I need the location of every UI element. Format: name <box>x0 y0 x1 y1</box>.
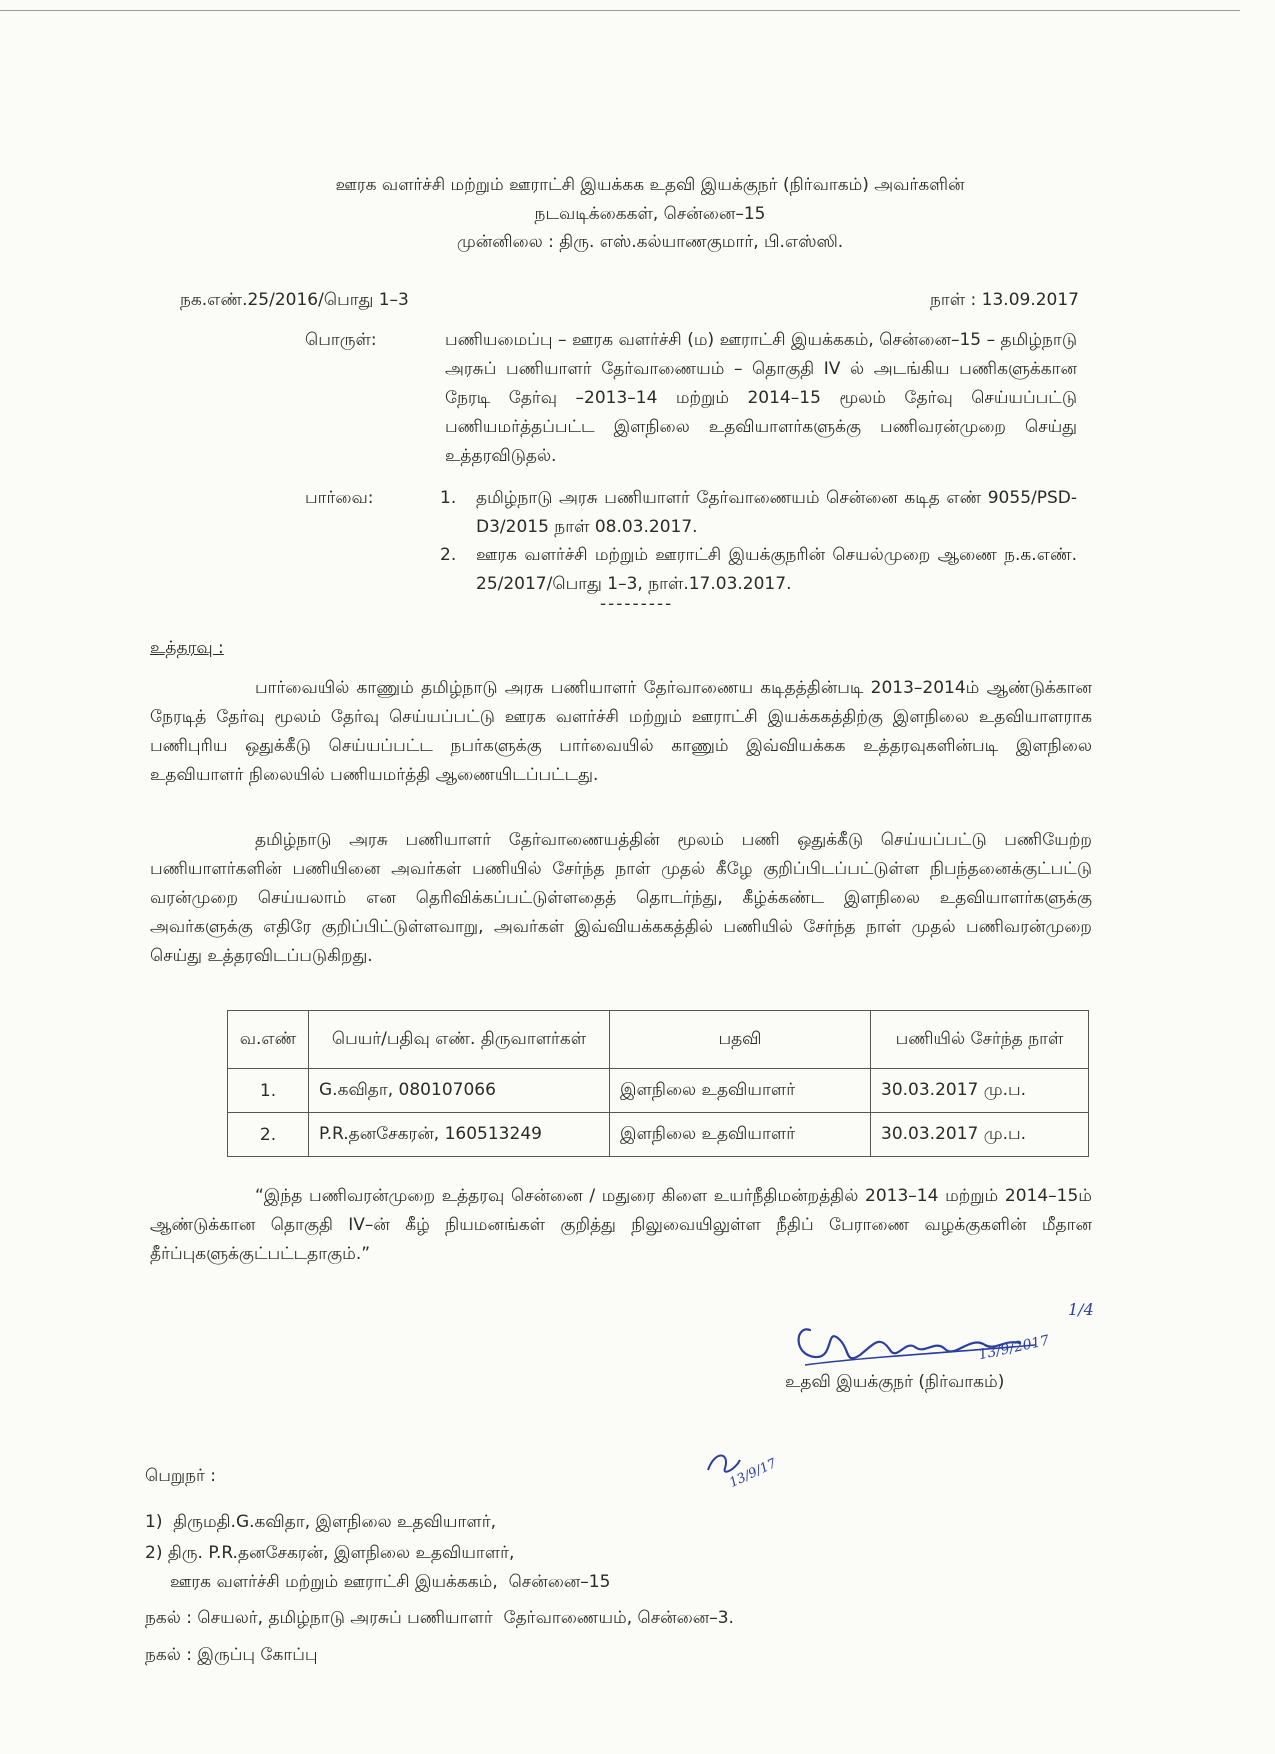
copy-to-file: நகல் : இருப்பு கோப்பு <box>145 1645 318 1665</box>
row-joining-date: 30.03.2017 மு.ப. <box>871 1113 1089 1157</box>
header-post: பதவி <box>610 1011 871 1069</box>
table-row <box>228 1113 1089 1157</box>
order-heading: உத்தரவு : <box>150 638 224 658</box>
table-header-row <box>228 1011 1089 1069</box>
reference-number: நக.எண்.25/2016/பொது 1–3 <box>180 290 409 310</box>
recipient-address: ஊரக வளர்ச்சி மற்றும் ஊராட்சி இயக்ககம், சென்னை–15 <box>170 1572 611 1592</box>
subject-text: பணியமைப்பு – ஊரக வளர்ச்சி (ம) ஊராட்சி இயக்ககம், சென்னை–15 – தமிழ்நாடு அரசுப் பணியாளர் தேர்வாணையம் – தொகுதி IV ல் அடங்கிய பணிகளுக்கான நேரடி தேர்வு –2013–14 மற்றும் 2014–15 மூலம் தேர்வு செய்யப்பட்டு பணியமர்த்தப்பட்ட இளநிலை உதவியாளர்களுக்கு பணிவரன்முறை செய்து உத்தரவிடுதல். <box>445 330 1077 466</box>
scan-edge-line <box>0 10 1240 11</box>
reference-item-1-text: தமிழ்நாடு அரசு பணியாளர் தேர்வாணையம் சென்னை கடித எண் 9055/PSD-D3/2015 நாள் 08.03.2017. <box>476 488 1077 537</box>
reference-item-1-number: 1. <box>440 488 457 508</box>
subject-label: பொருள்: <box>305 330 377 350</box>
header-joining-date: பணியில் சேர்ந்த நாள் <box>871 1011 1089 1069</box>
reference-item-2-number: 2. <box>440 545 457 565</box>
recipient-item-2: 2) திரு. P.R.தனசேகரன், இளநிலை உதவியாளர், <box>145 1543 515 1563</box>
initials-date: 13/9/17 <box>727 1456 779 1491</box>
row-name: G.கவிதா, 080107066 <box>309 1069 610 1113</box>
row-joining-date: 30.03.2017 மு.ப. <box>871 1069 1089 1113</box>
signature-mark: 1/4 <box>1068 1300 1094 1319</box>
row-post: இளநிலை உதவியாளர் <box>610 1069 871 1113</box>
copy-to-secretary: நகல் : செயலர், தமிழ்நாடு அரசுப் பணியாளர் தேர்வாணையம், சென்னை–3. <box>145 1608 734 1628</box>
reference-item-2-text: ஊரக வளர்ச்சி மற்றும் ஊராட்சி இயக்குநரின் செயல்முறை ஆணை ந.க.எண். 25/2017/பொது 1–3, நாள்.17.03.2017. <box>476 545 1077 594</box>
header-name: பெயர்/பதிவு எண். திருவாளர்கள் <box>309 1011 610 1069</box>
order-paragraph-2: தமிழ்நாடு அரசு பணியாளர் தேர்வாணையத்தின் மூலம் பணி ஒதுக்கீடு செய்யப்பட்டு பணியேற்ற பணியாளர்களின் பணியினை அவர்கள் பணியில் சேர்ந்த நாள் முதல் கீழே குறிப்பிடப்பட்டுள்ள நிபந்தனைக்குட்பட்டு வரன்முறை செய்யலாம் என தெரிவிக்கப்பட்டுள்ளதைத் தொடர்ந்து, கீழ்க்கண்ட இளநிலை உதவியாளர்களுக்கு அவர்களுக்கு எதிரே குறிப்பிட்டுள்ளவாறு, அவர்கள் இவ்வியக்ககத்தில் பணியில் சேர்ந்த நாள் முதல் பணிவரன்முறை செய்து உத்தரவிடப்படுகிறது. <box>150 830 1092 966</box>
order-date: நாள் : 13.09.2017 <box>930 290 1079 310</box>
header-presence-line: முன்னிலை : திரு. எஸ்.கல்யாணகுமார், பி.எஸ்ஸி. <box>456 232 844 252</box>
row-post: இளநிலை உதவியாளர் <box>610 1113 871 1157</box>
signatory-designation: உதவி இயக்குநர் (நிர்வாகம்) <box>785 1372 1005 1392</box>
row-name: P.R.தனசேகரன், 160513249 <box>309 1113 610 1157</box>
signature-date: 13/9/2017 <box>977 1332 1051 1364</box>
table-row <box>228 1069 1089 1113</box>
condition-paragraph: “இந்த பணிவரன்முறை உத்தரவு சென்னை / மதுரை கிளை உயர்நீதிமன்றத்தில் 2013–14 மற்றும் 2014–15ம் ஆண்டுக்கான தொகுதி IV–ன் கீழ் நியமனங்கள் குறித்து நிலுவையிலுள்ள நீதிப் பேராணை வழக்குகளின் மீதான தீர்ப்புகளுக்குட்பட்டதாகும்.” <box>150 1186 1092 1264</box>
separator-line: --------- <box>600 594 674 614</box>
order-paragraph-1: பார்வையில் காணும் தமிழ்நாடு அரசு பணியாளர் தேர்வாணைய கடிதத்தின்படி 2013–2014ம் ஆண்டுக்கான நேரடித் தேர்வு மூலம் தேர்வு செய்யப்பட்டு ஊரக வளர்ச்சி மற்றும் ஊராட்சி இயக்ககத்திற்கு இளநிலை உதவியாளராக பணிபுரிய ஒதுக்கீடு செய்யப்பட்ட நபர்களுக்கு பார்வையில் காணும் இவ்வியக்கக உத்தரவுகளின்படி இளநிலை உதவியாளர் நிலையில் பணியமர்த்தி ஆணையிடப்பட்டது. <box>150 678 1092 785</box>
header-proceedings-line: நடவடிக்கைகள், சென்னை–15 <box>534 204 766 224</box>
header-serial: வ.எண் <box>228 1011 309 1069</box>
row-serial: 2. <box>228 1113 309 1157</box>
appointees-table <box>227 1010 1089 1157</box>
recipient-item-1: 1) திருமதி.G.கவிதா, இளநிலை உதவியாளர், <box>145 1512 496 1532</box>
row-serial: 1. <box>228 1069 309 1113</box>
references-label: பார்வை: <box>305 488 374 508</box>
recipients-heading: பெறுநர் : <box>145 1466 217 1486</box>
header-office-line: ஊரக வளர்ச்சி மற்றும் ஊராட்சி இயக்கக உதவி இயக்குநர் (நிர்வாகம்) அவர்களின் <box>335 175 965 195</box>
